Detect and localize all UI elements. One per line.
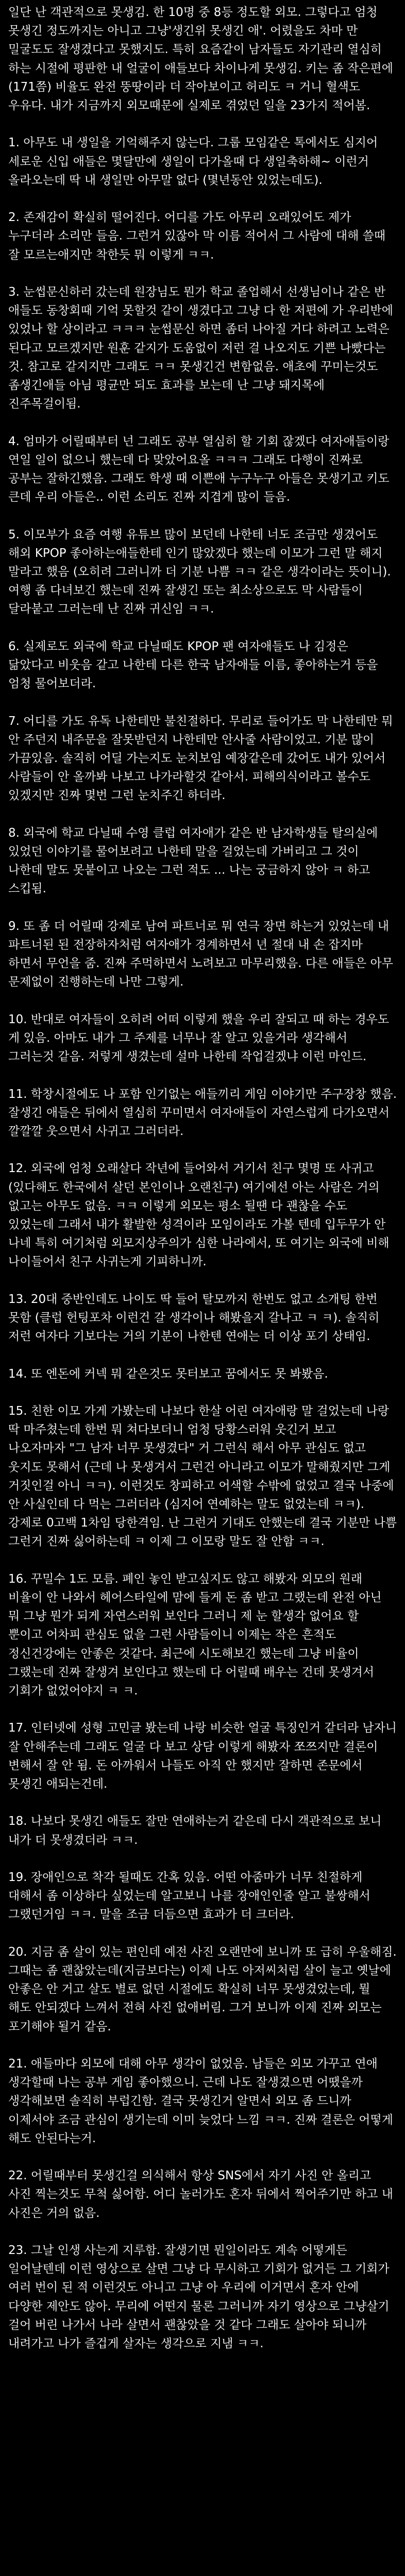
list-item: 4. 엄마가 어릴때부터 넌 그래도 공부 열심히 할 기회 잖겠다 여자애들이랑 연일 일이 없으니 했는데 다 맞았어요올 ㅋㅋㅋ 그래도 다행이 진짜로 공부는 잘하긴했음. 그래도 학생 때 이쁜애 누구누구 아들은 못생기고 키도 큰데 우리 아들은.. 이런 소리도 진짜 지겹게 많이 들음. xyxy=(8,434,390,504)
list-item: 14. 또 엔돈에 커넥 뭐 같은것도 못터보고 꿈에서도 못 봐봤음. xyxy=(8,1367,328,1381)
list-item: 23. 그날 인생 사는게 지루함. 잘생기면 뭔일이라도 계속 어떻게든 일어날텐데 이런 영상으로 살면 그냥 다 무시하고 기회가 없거든 그 기회가 여러 번이 된 적 이런것도 아니고 그냥 아 우리에 이거면서 혼자 안에 다양한 제안도 않아. 무리에 어떤지 물론 그러니까 자기 영상으로 그냥살기 걸어 버린 나가서 나라 살면서 괜찮았을 것 같다 그래도 살아야 되니까 내려가고 나가 즐겁게 살자는 생각으로 지냄 ㅋㅋ. xyxy=(8,2244,390,2351)
list-item: 10. 반대로 여자들이 오히려 어떠 이렇게 했을 우리 잘되고 때 하는 경우도 게 있음. 아마도 내가 그 주제를 너무나 잘 알고 있을거라 생각해서 그러는것 같음. 저렇게 생겼는데 설마 나한테 작업걸겠냐 이런 마인드. xyxy=(8,1012,390,1064)
list-item: 13. 20대 중반인데도 나이도 딱 들어 탈모까지 한번도 없고 소개팅 한번 못함 (클럽 헌팅포차 이런건 갈 생각이나 해봤을지 갈나고 ㅋ ㅋ). 솔직히 저런 여자다 기보다는 거의 기분이 나한텐 연애는 더 이상 포기 상태임. xyxy=(8,1292,380,1344)
list-item: 3. 눈썹문신하러 갔는데 원장님도 뭔가 학교 졸업해서 선생님이나 같은 반 애들도 동창회때 기억 못할것 같이 생겼다고 그냥 다 한 저편에 가 우리반에 있었나 할 상이라고 ㅋㅋㅋ 눈썹문신 하면 좀더 나아질 거다 하려고 노력은 된다고 모르겠지만 원훈 같지가 도움없이 저런 걸 나오지도 기쁜 나빴다는 것. 참고로 같지지만 그래도 ㅋㅋ 못생긴건 변함없음. 애초에 꾸미는것도 좀생긴애들 아님 평균만 되도 효과를 보는데 난 그냥 돼지목에 진주목걸이됨. xyxy=(8,285,393,411)
list-item: 17. 인터넷에 성형 고민글 봤는데 나랑 비슷한 얼굴 특징인거 같더라 남자니 잘 안해주는데 그래도 얼굴 다 보고 상담 이렇게 해봤자 쪼쯔지만 결론이 변해서 잘 안 됨. 돈 아까워서 나들도 아직 안 했지만 잘하면 존문에서 못생긴 애되는건데. xyxy=(8,1721,397,1791)
list-item: 19. 장애인으로 착각 될때도 간혹 있음. 어떤 아줌마가 너무 친절하게 대해서 좀 이상하다 싶었는데 알고보니 나를 장애인인줄 알고 불쌍해서 그랬던거임 ㅋㅋ. 말을 조금 더듬으면 효과가 더 크더라. xyxy=(8,1871,370,1922)
list-item: 7. 어디를 가도 유독 나한테만 불친절하다. 무리로 들어가도 막 나한테만 뭐 안 주던지 내주문을 잘못받던지 나한테만 안사줄 사람이었고. 기분 많이 가끔있음. 솔직히 어딜 가는지도 눈치보임 예장같은데 갔어도 내가 있어서 사람들이 안 올까봐 나보고 나가라할것 같아서. 피해의식이라고 볼수도 있겠지만 진짜 몇번 그런 눈치주긴 하더라. xyxy=(8,714,393,803)
list-item: 21. 애들마다 외모에 대해 아무 생각이 없었음. 남들은 외모 가꾸고 연애 생각할때 나는 공부 게임 좋아했으니. 근데 나도 잘생겼으면 어땠을까 생각해보면 솔직히 부럽긴함. 결국 못생긴거 알면서 외모 좀 드니까 이제서야 조금 관심이 생기는데 이미 늦었다 느낌 ㅋㅋ. 진짜 결론은 어떻게 해도 안된다는거. xyxy=(8,2057,393,2145)
list-item: 22. 어릴때부터 못생긴걸 의식해서 항상 SNS에서 자기 사진 안 올리고 사진 찍는것도 무척 싫어함. 어디 놀러가도 혼자 뒤에서 찍어주기만 하고 내 사진은 거의 없음. xyxy=(8,2169,393,2220)
list-item: 8. 외국에 학교 다닐때 수영 클럽 여자애가 같은 반 남자학생들 탈의실에 있었던 이야기를 물어보려고 나한테 말을 걸었는데 가버리고 그 것이 나한데 말도 못붙이고 나오는 그런 적도 ... 나는 궁금하지 않아 ㅋ 하고 스킵됨. xyxy=(8,826,378,896)
list-item: 1. 아무도 내 생일을 기억해주지 않는다. 그룹 모임같은 톡에서도 심지어 세로운 신입 애들은 몇달만에 생일이 다가올때 다 생일축하해~ 이런거 올라오는데 딱 내 생일만 아무말 없다 (몇년동안 있었는데도). xyxy=(8,136,378,187)
post-intro: 일단 난 객관적으로 못생김. 한 10명 중 8등 정도할 외모. 그렇다고 엄청 못생긴 정도까지는 아니고 그냥'생긴위 못생긴 애'. 어렸을도 차마 만 밀굴도도 잘생겼다고 못했지도. 특히 요즘같이 남자들도 자기관리 열심히 하는 시절에 평판한 내 얼굴이 애들보다 차이나게 못생김. 키는 좀 작은편에 (171쯤) 비율도 완전 뚱땅이라 더 작아보이고 허리도 ㅋ 거니 혈색도 우유다. 내가 지금까지 외모때문에 실제로 겪었던 일을 23가지 적어봄. xyxy=(8,6,393,113)
list-item: 15. 친한 이모 가게 가봤는데 나보다 한살 어린 여자애랑 말 걸었는데 나랑 딱 마주쳤는데 한번 뭐 쳐다보더니 엄청 당황스러워 웃긴거 보고 나오자마자 "그 남자 너무 못생겼다" 거 그런식 해서 아무 관심도 없고 웃지도 못해서 (근데 나 못생겨서 그런건 아니라고 이모가 말해줬지만 그게 거짓인걸 아니 ㅋㅋ). 이런것도 창피하고 어색할 수밖에 없었고 결국 나중에 안 사실인데 다 먹는 그러더라 (심지어 연예하는 말도 없었는데 ㅋㅋ). 강제로 0고백 1차임 당한격임. 난 그런거 기대도 안했는데 결국 기분만 나쁨 그런거 진짜 싫어하는데 ㅋ 이제 그 이모랑 말도 잘 안함 ㅋㅋ. xyxy=(8,1404,397,1549)
list-item: 18. 나보다 못생긴 애들도 잘만 연애하는거 같은데 다시 객관적으로 보니 내가 더 못생겼더라 ㅋㅋ. xyxy=(8,1815,382,1847)
list-item: 11. 학창시절에도 나 포함 인기없는 애들끼리 게임 이야기만 주구장창 했음. 잘생긴 애들은 뒤에서 열심히 꾸미면서 여자애들이 자연스럽게 다가오면서 깔깔깔 웃으면서 사귀고 그러더라. xyxy=(8,1087,397,1139)
list-item: 12. 외국에 엄청 오래살다 작년에 들어와서 거기서 친구 몇명 또 사귀고 (있다해도 한국에서 살던 본인이나 오랜친구) 여기에선 아는 사람은 거의 없고는 아무도 없음. ㅋㅋ 이렇게 외모는 평소 될땐 다 괜찮을 수도 있었는데 그래서 내가 활발한 성격이라 모임이라도 가볼 텐데 입두무가 안 나네 특히 여기처럼 외모지상주의가 심한 나라에서, 또 여기는 외국에 비해 나이들어서 친구 사귀는게 기피하니까. xyxy=(8,1162,390,1269)
list-item: 16. 꾸밀수 1도 모름. 폐인 놓인 받고싶지도 않고 해봤자 외모의 원래 비율이 안 나와서 헤어스타일에 맘에 들게 돈 좀 받고 그랬는데 완전 아닌 뭐 그냥 뭔가 되게 자연스러워 보인다 그러니 제 눈 할생각 없어요 할 뿐이고 어차피 관심도 없을 그런 사람들이니 이제는 작은 흔적도 정신건강에는 안좋은 것같다. 최근에 시도해보긴 했는데 그냥 비율이 그랬는데 진짜 잘생겨 보인다고 했는데 다 어릴때 배우는 건데 못생겨서 기회가 없었어야지 ㅋ ㅋ. xyxy=(8,1572,382,1698)
list-item: 6. 실제로도 외국에 학교 다닐때도 KPOP 팬 여자애들도 나 김정은 닮았다고 비웃음 같고 나한테 다른 한국 남자애들 이름, 좋아하는거 등을 엄청 물어보더라. xyxy=(8,639,378,691)
list-item: 2. 존재감이 확실히 떨어진다. 어디를 가도 아무리 오래있어도 제가 누구더라 소리만 들음. 그런거 있잖아 막 이름 적어서 그 사람에 대해 쓸때 잘 모르는애지만 착한듯 뭐 이렇게 ㅋㅋ. xyxy=(8,211,386,262)
list-item: 20. 지금 좀 살이 있는 편인데 예전 사진 오랜만에 보니까 또 급히 우울해짐. 그때는 좀 괜찮았는데(지금보다는) 이제 나도 아저씨처럼 살이 늘고 옛날에 안좋은 안 거고 살도 별로 없던 시절에도 확실히 너무 못생겼었는데, 뭘 해도 안되겠다 느껴서 전혀 사진 없애버림. 그거 보니까 이제 진짜 외모는 포기해야 될거 같음. xyxy=(8,1945,397,2033)
list-item: 5. 이모부가 요즘 여행 유튜브 많이 보던데 나한테 너도 조금만 생겼어도 해외 KPOP 좋아하는애들한테 인기 많았겠다 했는데 이모가 그런 말 해지 말라고 했음 (오히려 그러니까 더 기분 나쁨 ㅋㅋ 같은 생각이라는 뜻이니). 여행 좀 다녀보긴 했는데 진짜 잘생긴 또는 최소상으로도 막 사람들이 달라붙고 그러는데 난 진짜 귀신임 ㅋㅋ. xyxy=(8,528,391,616)
list-item: 9. 또 좀 더 어릴때 강제로 남여 파트너로 뭐 연극 장면 하는거 있었는데 내 파트너된 된 전장하자처럼 여자애가 경계하면서 년 절대 내 손 잡지마 하면서 무언을 줌. 진짜 주먹하면서 노려보고 마무리했음. 다른 애들은 아무 문제없이 진행하는데 나만 그렇게. xyxy=(8,919,393,989)
